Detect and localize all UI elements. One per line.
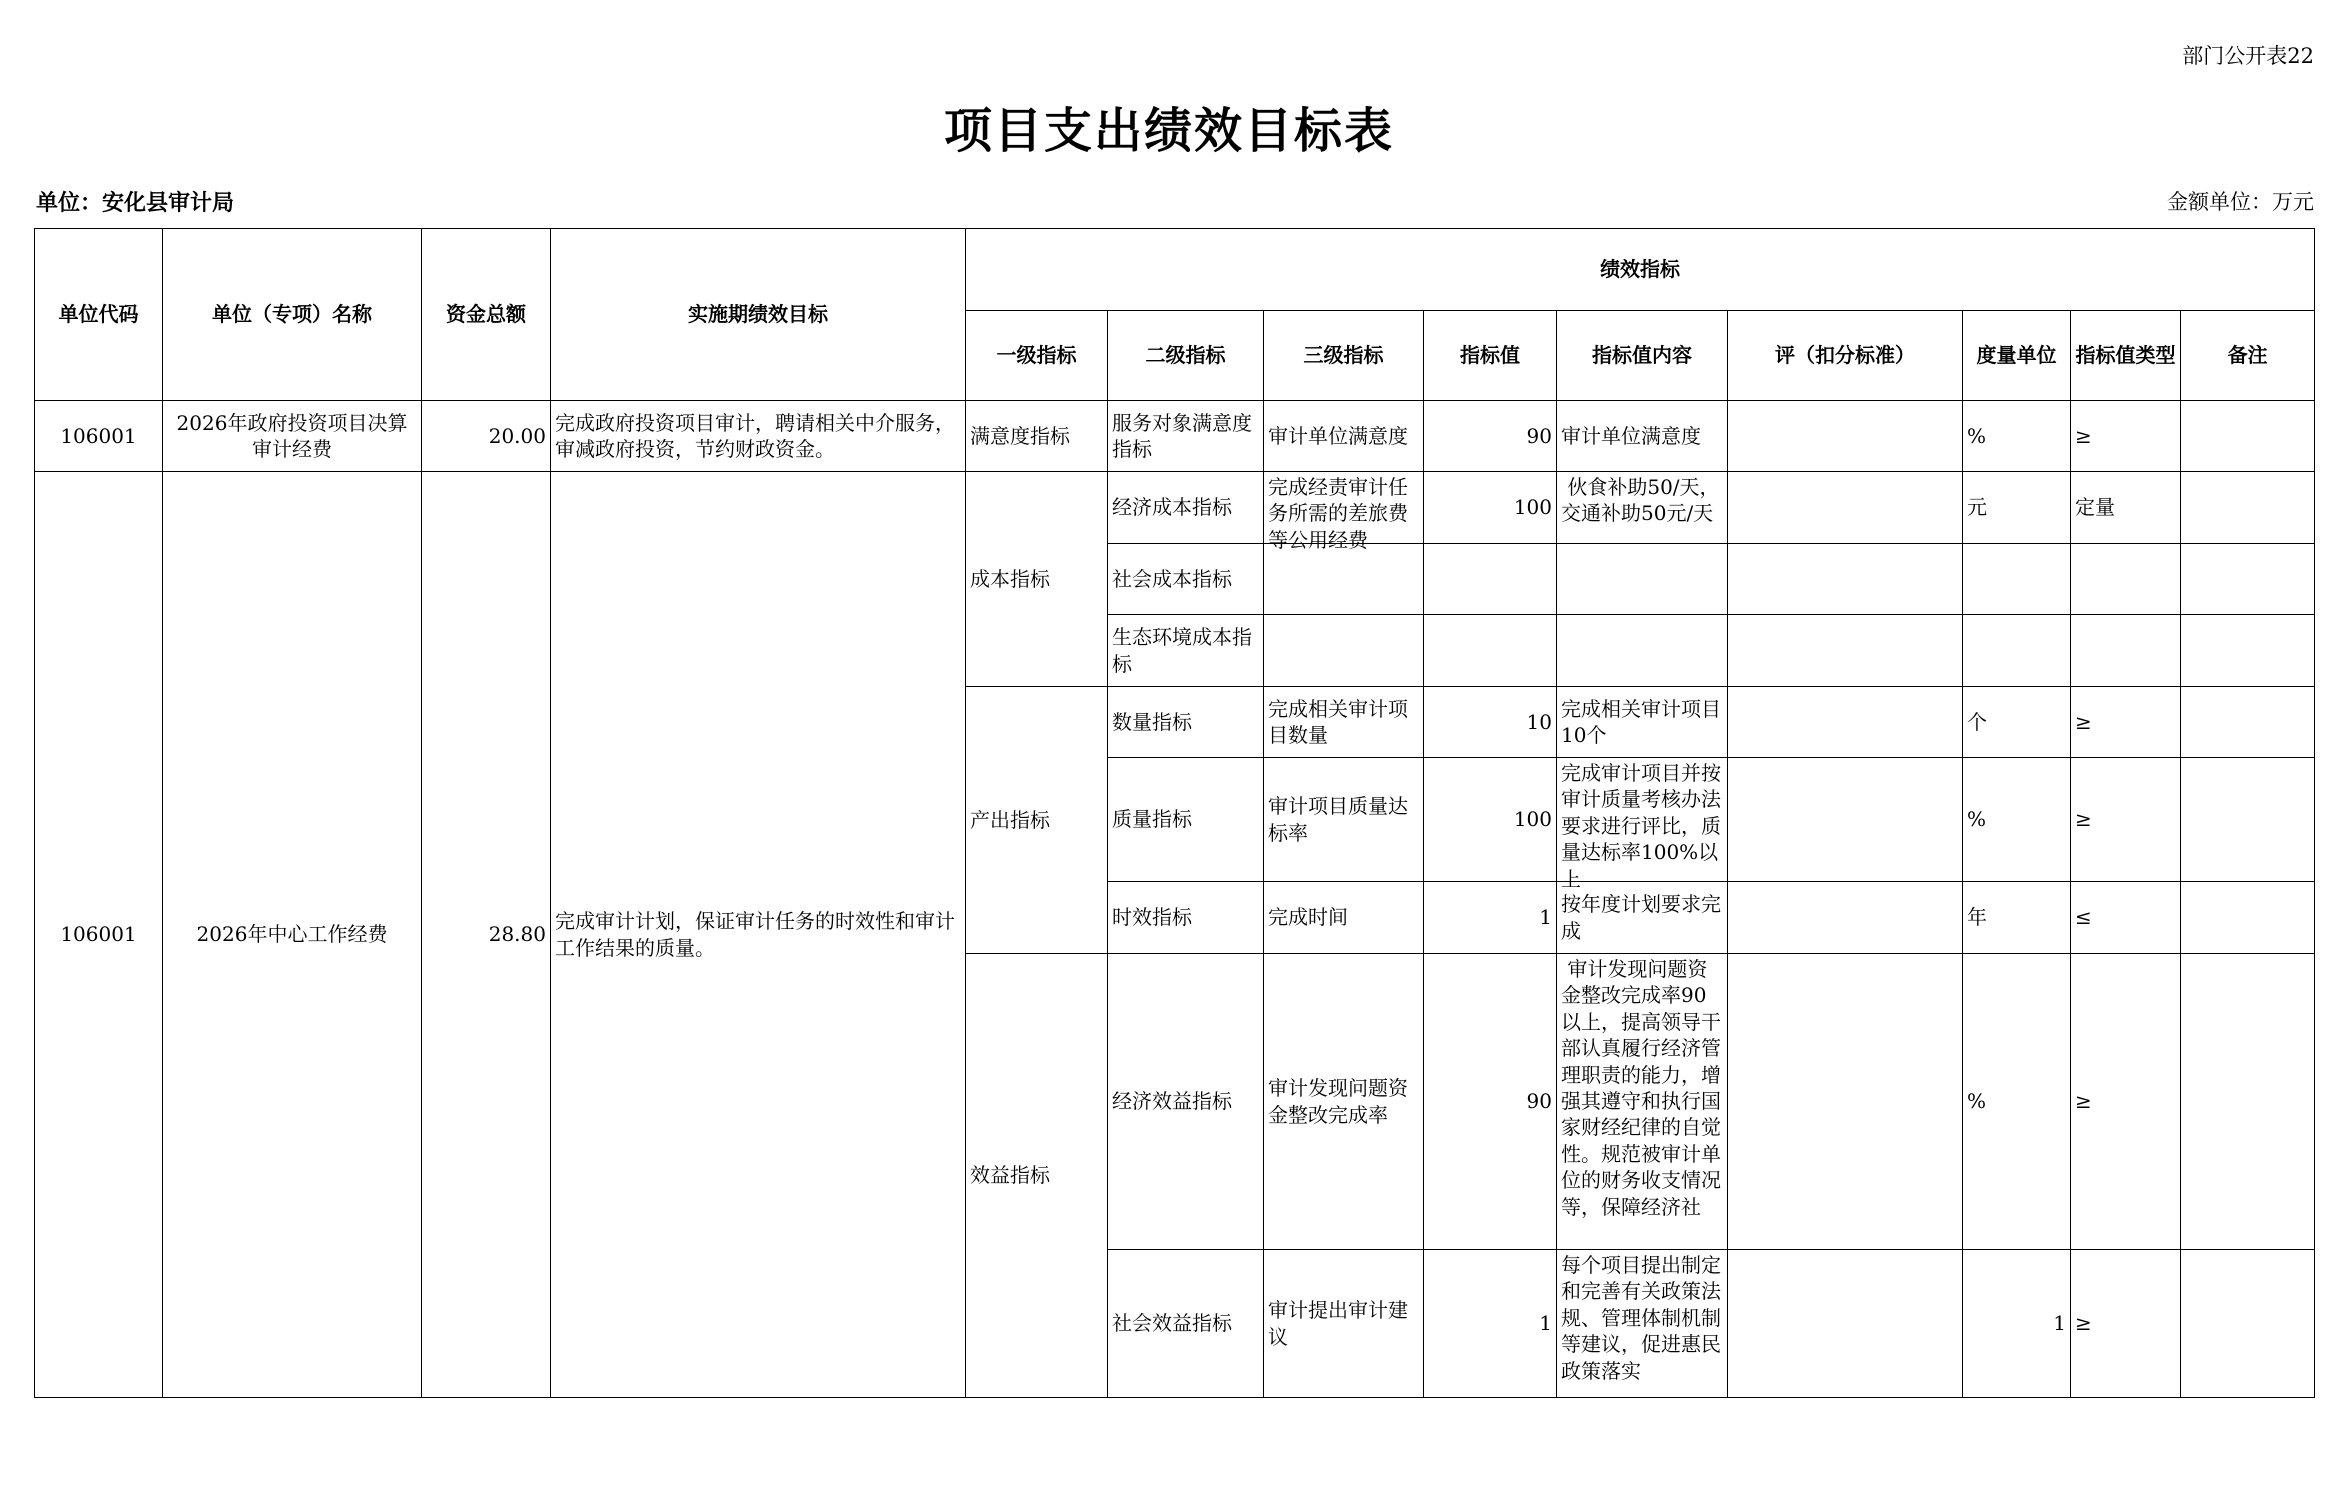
amount-unit-label: 金额单位：万元 [2167, 190, 2314, 214]
output-quantity-level3: 完成相关审计项目数量 [1264, 687, 1424, 758]
cost-economic-level2: 经济成本指标 [1108, 472, 1264, 544]
header-level2: 二级指标 [1108, 311, 1264, 401]
output-quantity-level2: 数量指标 [1108, 687, 1264, 758]
cost-ecoenv-level2: 生态环境成本指标 [1108, 615, 1264, 687]
header-total: 资金总额 [422, 229, 551, 401]
form-number: 部门公开表22 [2182, 44, 2314, 68]
project1-unit: % [1963, 401, 2071, 472]
project1-op: ≥ [2071, 401, 2181, 472]
output-quality-value: 100 [1424, 758, 1557, 882]
project1-name: 2026年政府投资项目决算审计经费 [163, 401, 422, 472]
benefit-social-op: ≥ [2071, 1250, 2181, 1398]
empty-cell [1963, 544, 2071, 615]
output-time-level2: 时效指标 [1108, 882, 1264, 954]
header-level3: 三级指标 [1264, 311, 1424, 401]
header-value-type: 指标值类型 [2071, 311, 2181, 401]
project1-goal: 完成政府投资项目审计，聘请相关中介服务，审减政府投资，节约财政资金。 [551, 401, 966, 472]
output-quantity-value: 10 [1424, 687, 1557, 758]
benefit-level1: 效益指标 [966, 954, 1108, 1398]
project1-level3: 审计单位满意度 [1264, 401, 1424, 472]
project1-level1: 满意度指标 [966, 401, 1108, 472]
project2-total: 28.80 [422, 472, 551, 1398]
output-quality-content: 完成审计项目并按审计质量考核办法要求进行评比，质量达标率100%以上 [1557, 758, 1728, 882]
empty-cell [2181, 758, 2315, 882]
empty-cell [1728, 544, 1963, 615]
output-time-content: 按年度计划要求完成 [1557, 882, 1728, 954]
header-criteria: 评（扣分标准） [1728, 311, 1963, 401]
cost-economic-level3: 完成经责审计任务所需的差旅费等公用经费 [1264, 472, 1424, 544]
empty-cell [1728, 882, 1963, 954]
empty-cell [1963, 615, 2071, 687]
output-time-level3: 完成时间 [1264, 882, 1424, 954]
empty-cell [1424, 544, 1557, 615]
header-code: 单位代码 [35, 229, 163, 401]
benefit-social-unit: 1 [1963, 1250, 2071, 1398]
empty-cell [2181, 882, 2315, 954]
empty-cell [2181, 954, 2315, 1250]
cost-economic-unit: 元 [1963, 472, 2071, 544]
cost-economic-type: 定量 [2071, 472, 2181, 544]
empty-cell [1264, 544, 1424, 615]
header-goal: 实施期绩效目标 [551, 229, 966, 401]
output-quality-unit: % [1963, 758, 2071, 882]
empty-cell [2071, 544, 2181, 615]
table-row [35, 472, 2315, 544]
empty-cell [2181, 1250, 2315, 1398]
project1-total: 20.00 [422, 401, 551, 472]
cost-level1: 成本指标 [966, 472, 1108, 687]
project2-goal: 完成审计计划，保证审计任务的时效性和审计工作结果的质量。 [551, 472, 966, 1398]
project1-code: 106001 [35, 401, 163, 472]
empty-cell [1557, 544, 1728, 615]
header-measure-unit: 度量单位 [1963, 311, 2071, 401]
project1-value: 90 [1424, 401, 1557, 472]
project1-level2: 服务对象满意度指标 [1108, 401, 1264, 472]
output-quality-op: ≥ [2071, 758, 2181, 882]
project2-name: 2026年中心工作经费 [163, 472, 422, 1398]
project1-value-content: 审计单位满意度 [1557, 401, 1728, 472]
benefit-economic-op: ≥ [2071, 954, 2181, 1250]
cost-economic-remark [2181, 472, 2315, 544]
empty-cell [2071, 615, 2181, 687]
benefit-economic-value: 90 [1424, 954, 1557, 1250]
header-value: 指标值 [1424, 311, 1557, 401]
empty-cell [2181, 615, 2315, 687]
benefit-economic-unit: % [1963, 954, 2071, 1250]
header-name: 单位（专项）名称 [163, 229, 422, 401]
output-quantity-content: 完成相关审计项目10个 [1557, 687, 1728, 758]
benefit-social-level3: 审计提出审计建议 [1264, 1250, 1424, 1398]
empty-cell [1728, 1250, 1963, 1398]
empty-cell [1424, 615, 1557, 687]
cost-economic-value: 100 [1424, 472, 1557, 544]
cost-economic-criteria [1728, 472, 1963, 544]
output-quantity-unit: 个 [1963, 687, 2071, 758]
empty-cell [1264, 615, 1424, 687]
benefit-social-level2: 社会效益指标 [1108, 1250, 1264, 1398]
empty-cell [1728, 758, 1963, 882]
empty-cell [1728, 954, 1963, 1250]
benefit-social-value: 1 [1424, 1250, 1557, 1398]
project2-code: 106001 [35, 472, 163, 1398]
benefit-economic-level2: 经济效益指标 [1108, 954, 1264, 1250]
page-title: 项目支出绩效目标表 [943, 103, 1394, 159]
header-indicators: 绩效指标 [966, 229, 2315, 311]
empty-cell [1557, 615, 1728, 687]
table-row [35, 401, 2315, 472]
cost-economic-content: 伙食补助50/天，交通补助50元/天 [1557, 472, 1728, 544]
performance-table [34, 228, 2315, 1398]
output-time-value: 1 [1424, 882, 1557, 954]
benefit-economic-content: 审计发现问题资金整改完成率90以上，提高领导干部认真履行经济管理职责的能力，增强其遵守和执行国家财经纪律的自觉性。规范被审计单位的财务收支情况等，保障经济社 [1557, 954, 1728, 1250]
output-level1: 产出指标 [966, 687, 1108, 954]
benefit-social-content: 每个项目提出制定和完善有关政策法规、管理体制机制等建议，促进惠民政策落实 [1557, 1250, 1728, 1398]
unit-label: 单位：安化县审计局 [36, 190, 235, 216]
empty-cell [1728, 615, 1963, 687]
empty-cell [2181, 687, 2315, 758]
empty-cell [1728, 687, 1963, 758]
output-quality-level2: 质量指标 [1108, 758, 1264, 882]
empty-cell [2181, 544, 2315, 615]
project1-criteria [1728, 401, 1963, 472]
output-quantity-op: ≥ [2071, 687, 2181, 758]
header-remark: 备注 [2181, 311, 2315, 401]
cost-social-level2: 社会成本指标 [1108, 544, 1264, 615]
output-time-op: ≤ [2071, 882, 2181, 954]
output-quality-level3: 审计项目质量达标率 [1264, 758, 1424, 882]
header-value-content: 指标值内容 [1557, 311, 1728, 401]
output-time-unit: 年 [1963, 882, 2071, 954]
header-level1: 一级指标 [966, 311, 1108, 401]
project1-remark [2181, 401, 2315, 472]
benefit-economic-level3: 审计发现问题资金整改完成率 [1264, 954, 1424, 1250]
